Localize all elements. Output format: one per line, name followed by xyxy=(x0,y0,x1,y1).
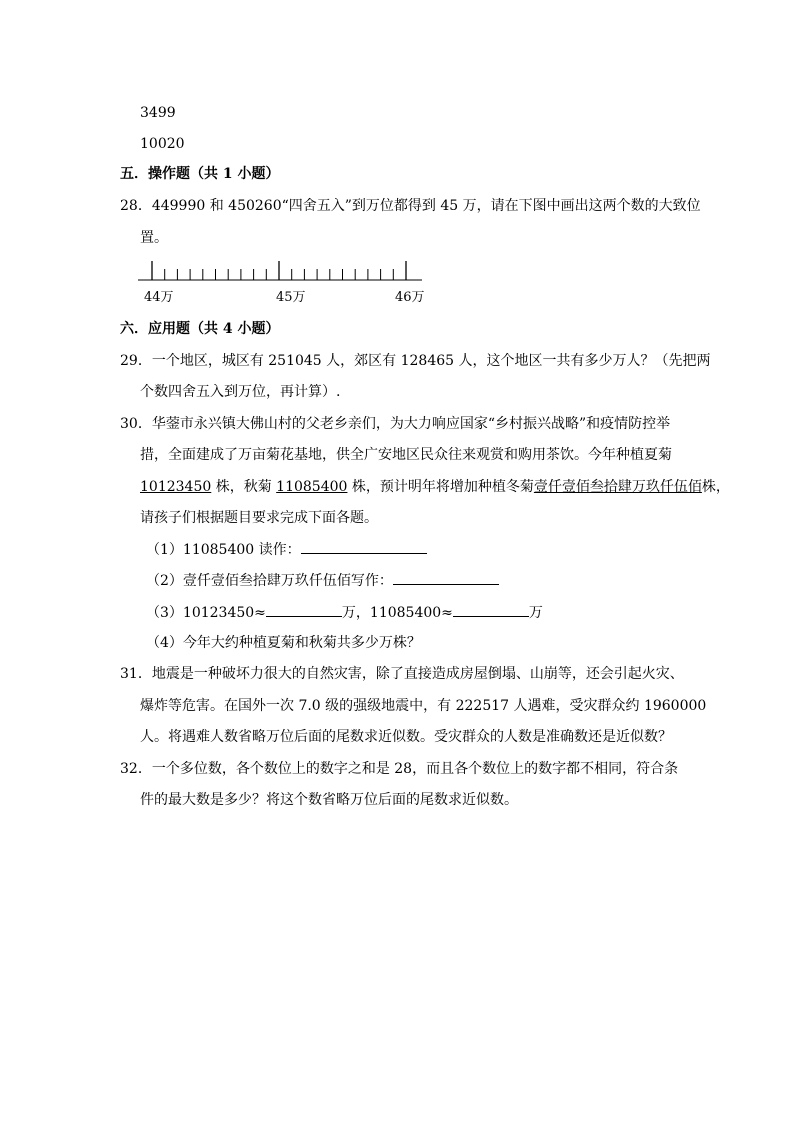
number-line xyxy=(136,258,436,306)
q30-line-1: 30．华蓥市永兴镇大佛山村的父老乡亲们，为大力响应国家“乡村振兴战略”和疫情防控举 xyxy=(120,416,671,432)
carryover-number-1: 3499 xyxy=(140,105,176,121)
q30-line-3-end: 株， xyxy=(701,479,730,495)
q28-line-2: 置。 xyxy=(140,230,168,246)
summer-chrysanthemum-count: 10123450 xyxy=(140,479,212,495)
q30-sub-3 xyxy=(146,602,543,623)
q30-line-2: 措，全面建成了万亩菊花基地，供全广安地区民众往来观赏和购用茶饮。今年种植夏菊 xyxy=(140,447,672,463)
q30-sub-3-text-b: 万，11085400≈ xyxy=(341,605,453,621)
q30-sub-2 xyxy=(146,570,499,591)
q30-line-4: 请孩子们根据题目要求完成下面各题。 xyxy=(140,510,378,526)
q32-line-2: 件的最大数是多少？将这个数省略万位后面的尾数求近似数。 xyxy=(140,792,518,808)
q30-sub-2-text: （2）壹仟壹佰叁拾肆万玖仟伍佰写作： xyxy=(146,573,393,589)
answer-blank-approx-2[interactable] xyxy=(453,602,529,617)
q31-line-2: 爆炸等危害。在国外一次 7.0 级的强级地震中，有 222517 人遇难，受灾群众约 1960000 xyxy=(140,698,707,714)
q30-line-3-mid: 株，秋菊 xyxy=(211,479,277,495)
q28-line-1: 28．449990 和 450260“四舍五入”到万位都得到 45 万，请在下图中画出这两个数的大致位 xyxy=(120,198,701,214)
axis-label-44: 44万 xyxy=(144,290,174,305)
q30-line-3-mid2: 株，预计明年将增加种植冬菊 xyxy=(347,479,534,495)
q30-sub-1 xyxy=(146,539,427,560)
axis-label-46: 46万 xyxy=(395,290,425,305)
section-6-heading: 六．应用题（共 4 小题） xyxy=(120,321,280,337)
q31-line-1: 31．地震是一种破坏力很大的自然灾害，除了直接造成房屋倒塌、山崩等，还会引起火灾、 xyxy=(120,666,684,682)
q31-line-3: 人。将遇难人数省略万位后面的尾数求近似数。受灾群众的人数是准确数还是近似数？ xyxy=(140,729,672,745)
carryover-number-2: 10020 xyxy=(140,136,185,152)
winter-chrysanthemum-capitals: 壹仟壹佰叁拾肆万玖仟伍佰 xyxy=(533,479,702,495)
section-5-heading: 五．操作题（共 1 小题） xyxy=(120,166,280,182)
q29-line-1: 29．一个地区，城区有 251045 人，郊区有 128465 人，这个地区一共有多少万人？（先把两 xyxy=(120,353,711,369)
axis-label-45: 45万 xyxy=(276,290,306,305)
q32-line-1: 32．一个多位数，各个数位上的数字之和是 28，而且各个数位上的数字都不相同，符合条 xyxy=(120,761,679,777)
number-line-ticks xyxy=(152,261,406,280)
q30-sub-3-text-c: 万 xyxy=(528,605,543,621)
autumn-chrysanthemum-count: 11085400 xyxy=(276,479,348,495)
answer-blank-read[interactable] xyxy=(301,539,427,554)
q30-line-3 xyxy=(140,477,730,497)
answer-blank-write[interactable] xyxy=(393,570,499,585)
q30-sub-4: （4）今年大约种植夏菊和秋菊共多少万株？ xyxy=(146,635,421,651)
q30-sub-3-text-a: （3）10123450≈ xyxy=(146,605,266,621)
q29-line-2: 个数四舍五入到万位，再计算）. xyxy=(140,384,341,400)
answer-blank-approx-1[interactable] xyxy=(266,602,342,617)
q30-sub-1-text: （1）11085400 读作： xyxy=(146,542,301,558)
